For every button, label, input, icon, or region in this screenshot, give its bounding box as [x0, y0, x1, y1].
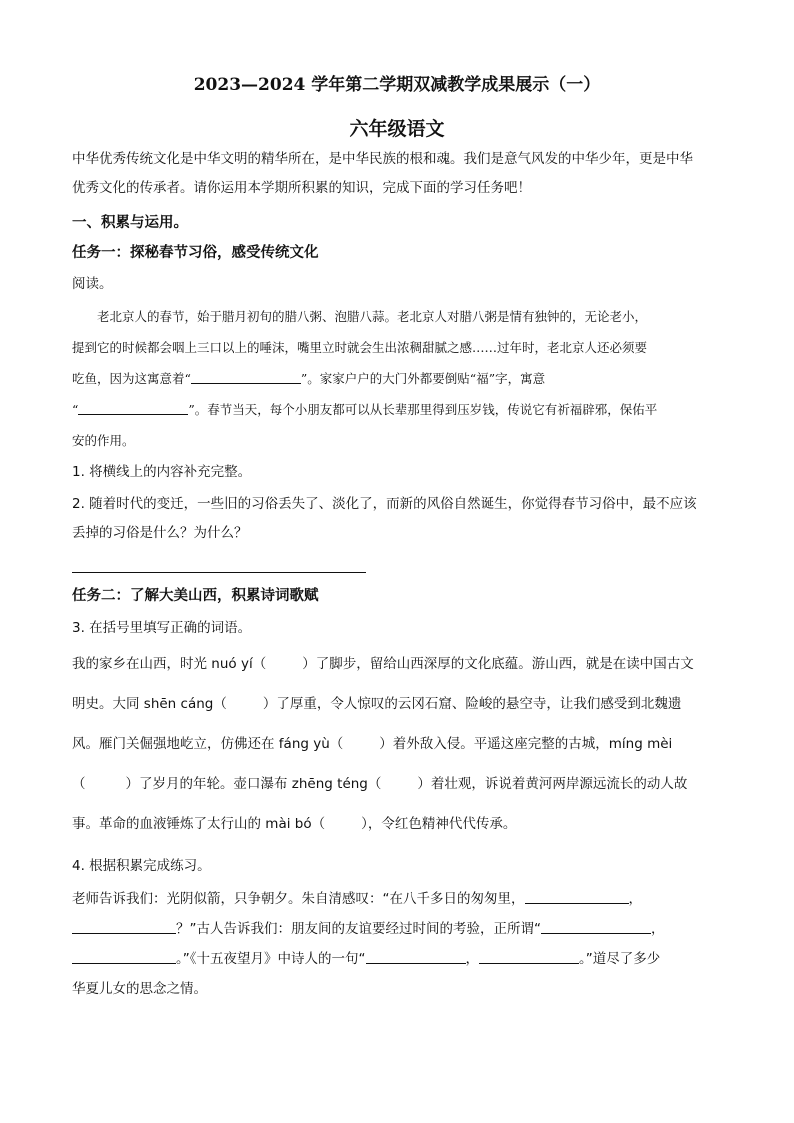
passage-line-4: “ ”。春节当天，每个小朋友都可以从长辈那里得到压岁钱，传说它有祈福辟邪，保佑平	[72, 402, 658, 417]
q3-line-2: 明史。大同 shēn cáng（ ）了厚重，令人惊叹的云冈石窟、险峻的悬空寺，让我们感受到北魏遗	[72, 696, 682, 712]
fill-blank[interactable]	[366, 950, 466, 965]
q3-line-1: 我的家乡在山西，时光 nuó yí（ ）了脚步，留给山西深厚的文化底蕴。游山西，就是在读中国古文	[72, 656, 694, 672]
question-4-text	[72, 884, 722, 1004]
question-4: 4. 根据积累完成练习。	[72, 858, 211, 874]
question-1: 1. 将横线上的内容补充完整。	[72, 464, 252, 480]
task1-heading: 任务一：探秘春节习俗，感受传统文化	[72, 244, 319, 261]
answer-line[interactable]	[72, 572, 366, 573]
task2-heading: 任务二：了解大美山西，积累诗词歌赋	[72, 587, 319, 604]
fill-blank[interactable]	[541, 920, 651, 935]
q4-line-2: ？”古人告诉我们：朋友间的友谊要经过时间的考验，正所谓“ ，	[72, 914, 722, 944]
question-2	[72, 490, 722, 548]
fill-blank[interactable]	[78, 402, 188, 416]
exam-title: 2023—2024 学年第二学期双减教学成果展示（一）	[193, 75, 601, 95]
read-label: 阅读。	[72, 276, 113, 292]
passage-line-5: 安的作用。	[72, 433, 135, 448]
passage-line-1: 老北京人的春节，始于腊月初旬的腊八粥、泡腊八蒜。老北京人对腊八粥是情有独钟的，无论老小，	[97, 309, 648, 324]
fill-blank[interactable]	[525, 890, 629, 905]
intro-line-2: 优秀文化的传承者。请你运用本学期所积累的知识，完成下面的学习任务吧！	[72, 180, 531, 196]
question-3-text	[72, 644, 722, 844]
reading-passage	[72, 301, 722, 456]
fill-blank[interactable]	[72, 920, 176, 935]
q3-line-4: （ ）了岁月的年轮。壶口瀑布 zhēng téng（ ）着壮观，诉说着黄河两岸源远流长的动人故	[72, 776, 688, 792]
passage-line-3: 吃鱼，因为这寓意着“ ”。家家户户的大门外都要倒贴“福”字，寓意	[72, 371, 546, 386]
question-3: 3. 在括号里填写正确的词语。	[72, 620, 252, 636]
q4-line-4: 华夏儿女的思念之情。	[72, 981, 207, 997]
q3-line-5: 事。革命的血液锤炼了太行山的 mài bó（ ），令红色精神代代传承。	[72, 816, 517, 832]
fill-blank[interactable]	[72, 950, 176, 965]
q4-line-3: 。”《十五夜望月》中诗人的一句“ ， 。”道尽了多少	[72, 944, 722, 974]
question-2-line-1: 2. 随着时代的变迁，一些旧的习俗丢失了、淡化了，而新的风俗自然诞生，你觉得春节习俗中，最不应该	[72, 496, 697, 512]
fill-blank[interactable]	[479, 950, 579, 965]
passage-line-2: 提到它的时候都会咽上三口以上的唾沫，嘴里立时就会生出浓稠甜腻之感……过年时，老北京人还必须要	[72, 340, 648, 355]
question-2-line-2: 丢掉的习俗是什么？为什么？	[72, 525, 248, 541]
q4-line-1: 老师告诉我们：光阴似箭，只争朝夕。朱自清感叹：“在八千多日的匆匆里， ，	[72, 891, 642, 907]
q3-line-3: 风。雁门关倔强地屹立，仿佛还在 fáng yù（ ）着外敌入侵。平遥这座完整的古城，míng mèi	[72, 736, 673, 752]
exam-subtitle: 六年级语文	[349, 118, 445, 140]
section-heading-1: 一、积累与运用。	[72, 214, 188, 231]
fill-blank[interactable]	[191, 371, 301, 385]
intro-paragraph	[72, 145, 722, 203]
intro-line-1: 中华优秀传统文化是中华文明的精华所在，是中华民族的根和魂。我们是意气风发的中华少年，更是中华	[72, 151, 693, 167]
